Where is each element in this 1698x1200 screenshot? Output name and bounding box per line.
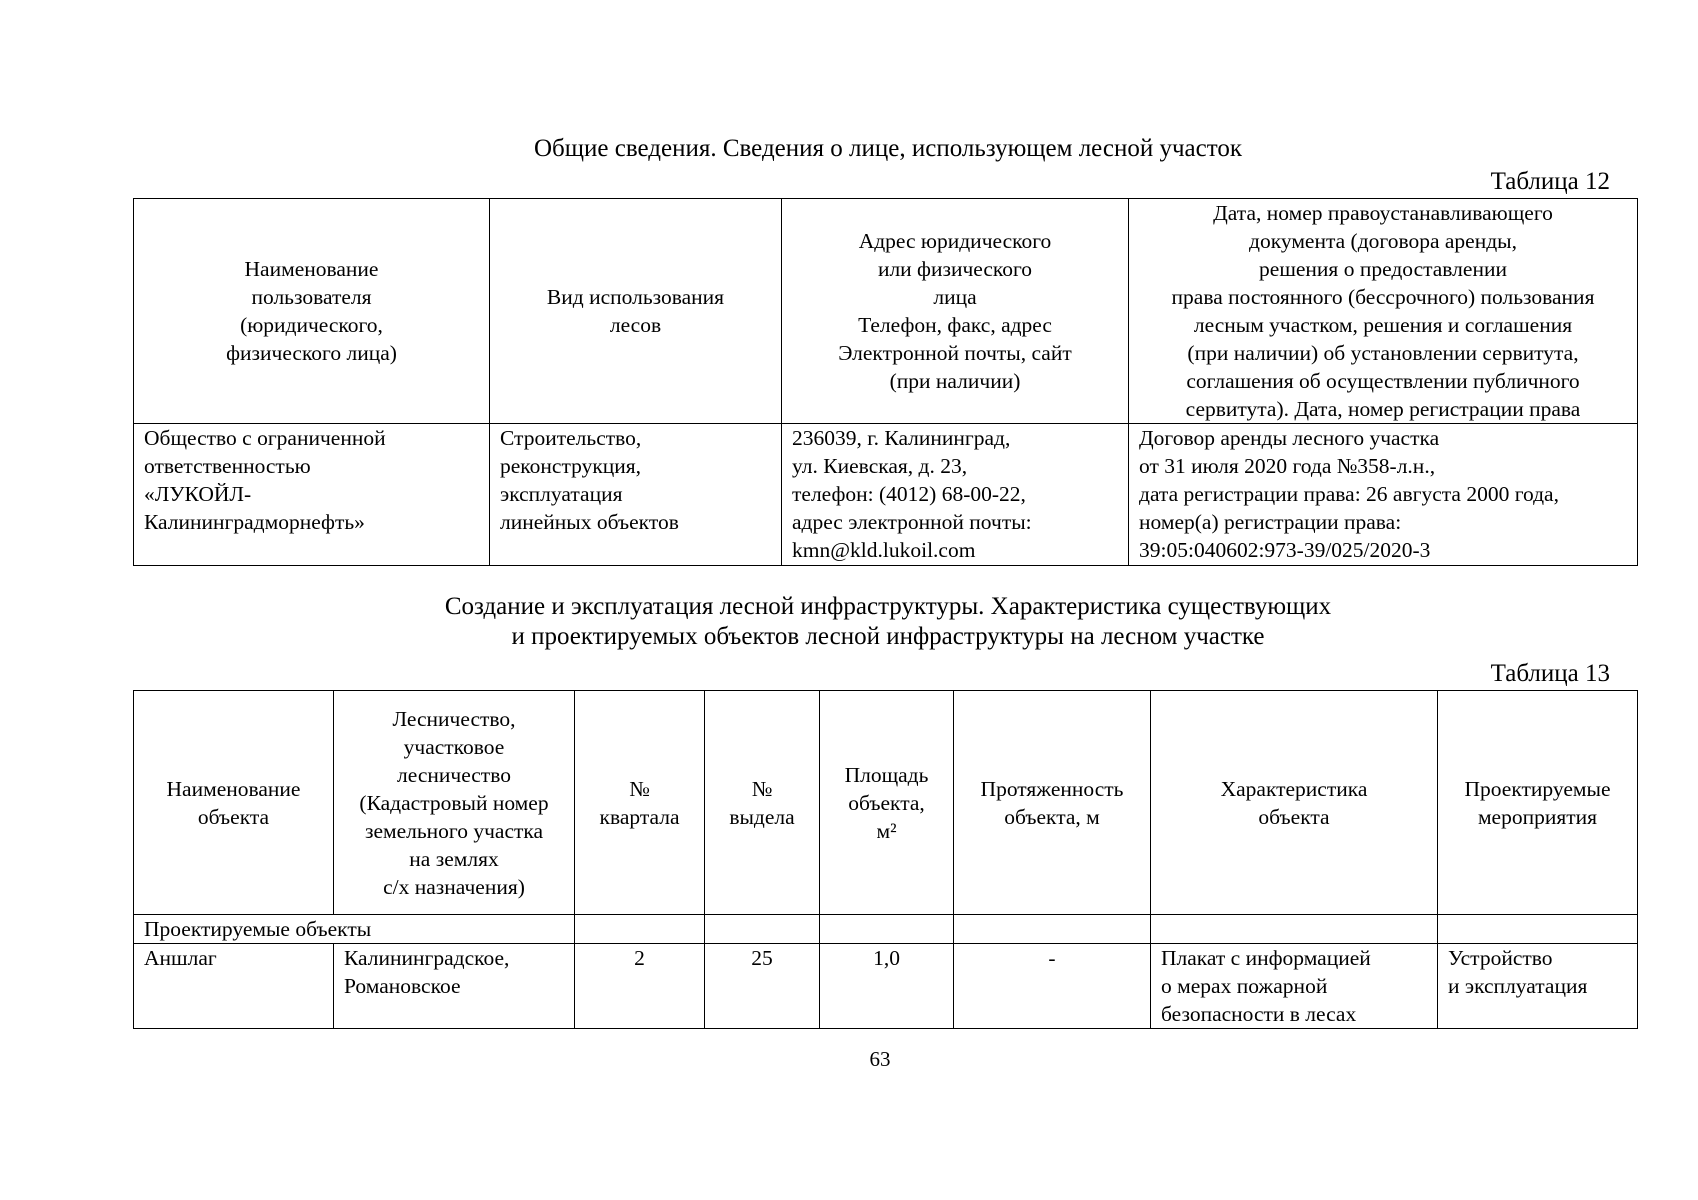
table13 [133, 690, 1638, 1029]
table13-group-empty-cell [705, 915, 820, 944]
table12-header-address: Адрес юридического или физического лица Телефон, факс, адрес Электронной почты, сайт (при наличии) [782, 199, 1129, 424]
table13-group-row [134, 915, 1638, 944]
table13-header-forestry: Лесничество, участковое лесничество (Кадастровый номер земельного участка на землях с/х назначения) [334, 691, 575, 915]
table12-section-title: Общие сведения. Сведения о лице, использующем лесной участок [534, 135, 1242, 162]
table13-data-row [134, 944, 1638, 1029]
table13-header-row [134, 691, 1638, 915]
table12-header-document: Дата, номер правоустанавливающего документа (договора аренды, решения о предоставлении права постоянного (бессрочного) пользования лесным участком, решения и соглашения (при наличии) об установлении сервитута, соглашения об осуществлении публичного сервитута). Дата, номер регистрации права [1129, 199, 1638, 424]
table12-caption: Таблица 12 [1490, 168, 1610, 195]
table12-cell-user-name: Общество с ограниченной ответственностью «ЛУКОЙЛ- Калининградморнефть» [134, 424, 490, 566]
table13-cell-characteristic: Плакат с информацией о мерах пожарной безопасности в лесах [1151, 944, 1438, 1029]
table12-data-row [134, 424, 1638, 566]
table13-group-empty-cell [575, 915, 705, 944]
table12-cell-document: Договор аренды лесного участка от 31 июля 2020 года №358-л.н., дата регистрации права: 26 августа 2000 года, номер(а) регистрации права: 39:05:040602:973-39/025/2020-3 [1129, 424, 1638, 566]
table12-cell-address: 236039, г. Калининград, ул. Киевская, д. 23, телефон: (4012) 68-00-22, адрес электронной почты: kmn@kld.lukoil.com [782, 424, 1129, 566]
table13-cell-area: 1,0 [820, 944, 954, 1029]
table13-header-quarter: № квартала [575, 691, 705, 915]
table12 [133, 198, 1638, 566]
table12-header-row [134, 199, 1638, 424]
table13-cell-quarter: 2 [575, 944, 705, 1029]
table12-cell-usage-type: Строительство, реконструкция, эксплуатация линейных объектов [490, 424, 782, 566]
table13-section-title-line2: и проектируемых объектов лесной инфраструктуры на лесном участке [511, 623, 1265, 650]
page-number: 63 [869, 1047, 891, 1071]
table13-group-empty-cell [1438, 915, 1638, 944]
table13-group-label-cell [134, 915, 575, 944]
table13-header-length: Протяженность объекта, м [954, 691, 1151, 915]
table13-caption: Таблица 13 [1490, 660, 1610, 687]
table13-cell-measures: Устройство и эксплуатация [1438, 944, 1638, 1029]
table13-group-empty-cell [820, 915, 954, 944]
table13-section-title [133, 592, 1643, 652]
table13-section-title-line1: Создание и эксплуатация лесной инфраструктуры. Характеристика существующих [444, 593, 1332, 620]
table13-header-object-name: Наименование объекта [134, 691, 334, 915]
table13-group-label: Проектируемые объекты [144, 917, 372, 941]
table13-cell-length: - [954, 944, 1151, 1029]
table13-header-measures: Проектируемые мероприятия [1438, 691, 1638, 915]
table12-header-user-name: Наименование пользователя (юридического, физического лица) [134, 199, 490, 424]
table13-header-characteristic: Характеристика объекта [1151, 691, 1438, 915]
table13-header-area: Площадь объекта, м² [820, 691, 954, 915]
table12-header-usage-type: Вид использования лесов [490, 199, 782, 424]
table13-group-empty-cell [1151, 915, 1438, 944]
table13-cell-forestry: Калининградское, Романовское [334, 944, 575, 1029]
table13-group-empty-cell [954, 915, 1151, 944]
table13-header-allotment: № выдела [705, 691, 820, 915]
table13-cell-allotment: 25 [705, 944, 820, 1029]
table13-cell-object-name: Аншлаг [134, 944, 334, 1029]
